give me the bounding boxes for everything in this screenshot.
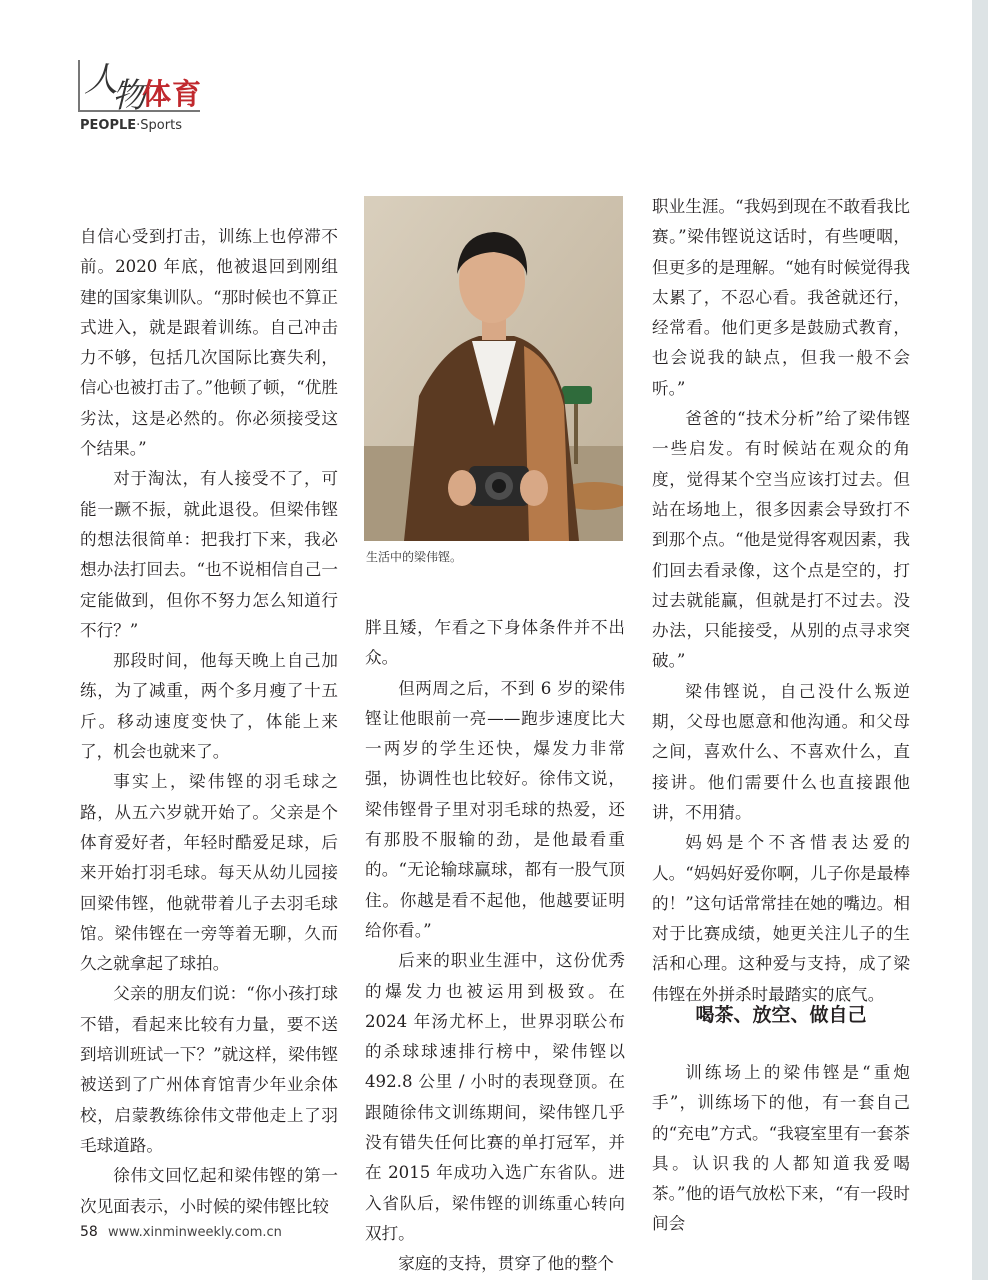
section-subheading: 喝茶、放空、做自己 [695,1004,867,1026]
paragraph: 但两周之后，不到 6 岁的梁伟铿让他眼前一亮——跑步速度比大一两岁的学生还快，爆发力非常强，协调性也比较好。徐伟文说，梁伟铿骨子里对羽毛球的热爱，还有那股不服输的劲，是他最看重的。“无论输球赢球，都有一股气顶住。你越是看不起他，他越要证明给你看。” [365,678,625,940]
page-edge-strip [972,0,988,1280]
page-footer [80,1224,282,1240]
section-subtitle-rest: ·Sports [136,118,182,133]
section-subtitle [80,118,182,133]
logo-glyph-ren: 人 [84,60,118,100]
paragraph: 训练场上的梁伟铿是“重炮手”，训练场下的他，有一套自己的“充电”方式。“我寝室里有一套茶具。认识我的人都知道我爱喝茶。”他的语气放松下来，“有一段时间会 [652,1063,910,1234]
article-photo [364,196,623,541]
paragraph: 家庭的支持，贯穿了他的整个 [398,1254,614,1274]
photo-illustration [364,196,623,541]
section-title: 体育 [142,77,203,111]
logo-glyph-wu: 物 [112,76,146,116]
section-subtitle-bold: PEOPLE [80,118,137,133]
article-column-1 [80,222,338,1222]
paragraph: 父亲的朋友们说：“你小孩打球不错，看起来比较有力量，要不送到培训班试一下？”就这样，梁伟铿被送到了广州体育馆青少年业余体校，启蒙教练徐伟文带他走上了羽毛球道路。 [80,984,338,1155]
paragraph: 梁伟铿说，自己没什么叛逆期，父母也愿意和他沟通。和父母之间，喜欢什么、不喜欢什么，直接讲。他们需要什么也直接跟他讲，不用猜。 [652,681,910,822]
article-column-2 [365,613,625,1280]
page-number: 58 [80,1224,98,1240]
paragraph: 那段时间，他每天晚上自己加练，为了减重，两个多月瘦了十五斤。移动速度变快了，体能上来了，机会也就来了。 [80,651,338,762]
paragraph: 徐伟文回忆起和梁伟铿的第一次见面表示，小时候的梁伟铿比较 [80,1166,338,1216]
paragraph: 对于淘汰，有人接受不了，可能一蹶不振，就此退役。但梁伟铿的想法很简单：把我打下来，我必想办法打回去。“也不说相信自己一定能做到，但你不努力怎么知道行不行？” [80,469,338,640]
paragraph: 事实上，梁伟铿的羽毛球之路，从五六岁就开始了。父亲是个体育爱好者，年轻时酷爱足球，后来开始打羽毛球。每天从幼儿园接回梁伟铿，他就带着儿子去羽毛球馆。梁伟铿在一旁等着无聊，久而久之就拿起了球拍。 [80,772,338,974]
article-column-3 [652,192,910,1010]
article-column-3-continued [652,1058,910,1240]
paragraph: 妈妈是个不吝惜表达爱的人。“妈妈好爱你啊，儿子你是最棒的！”这句话常常挂在她的嘴边。相对于比赛成绩，她更关注儿子的生活和心理。这种爱与支持，成了梁伟铿在外拼杀时最踏实的底气。 [652,833,910,1004]
paragraph: 后来的职业生涯中，这份优秀的爆发力也被运用到极致。在 2024 年汤尤杯上，世界羽联公布的杀球球速排行榜中，梁伟铿以 492.8 公里 / 小时的表现登顶。在跟随徐伟文训练期间，梁伟铿几乎没有错失任何比赛的单打冠军，并在 2015 年成功入选广东省队。进入省队后，梁伟铿的训练重心转向双打。 [365,951,625,1243]
paragraph: 自信心受到打击，训练上也停滞不前。2020 年底，他被退回到刚组建的国家集训队。“那时候也不算正式进入，就是跟着训练。自己冲击力不够，包括几次国际比赛失利，信心也被打击了。”他顿了顿，“优胜劣汰，这是必然的。你必须接受这个结果。” [80,227,338,459]
paragraph: 胖且矮，乍看之下身体条件并不出众。 [365,618,625,668]
website-url: www.xinminweekly.com.cn [107,1225,282,1240]
paragraph: 爸爸的“技术分析”给了梁伟铿一些启发。有时候站在观众的角度，觉得某个空当应该打过去。但站在场地上，很多因素会导致打不到那个点。“他是觉得客观因素，我们回去看录像，这个点是空的，打过去就能赢，但就是打不过去。没办法，只能接受，从别的点寻求突破。” [652,409,910,671]
photo-caption: 生活中的梁伟铿。 [366,550,463,564]
paragraph: 职业生涯。“我妈到现在不敢看我比赛。”梁伟铿说这话时，有些哽咽，但更多的是理解。“她有时候觉得我太累了，不忍心看。我爸就还行，经常看。他们更多是鼓励式教育，也会说我的缺点，但我一般不会听。” [652,197,910,398]
